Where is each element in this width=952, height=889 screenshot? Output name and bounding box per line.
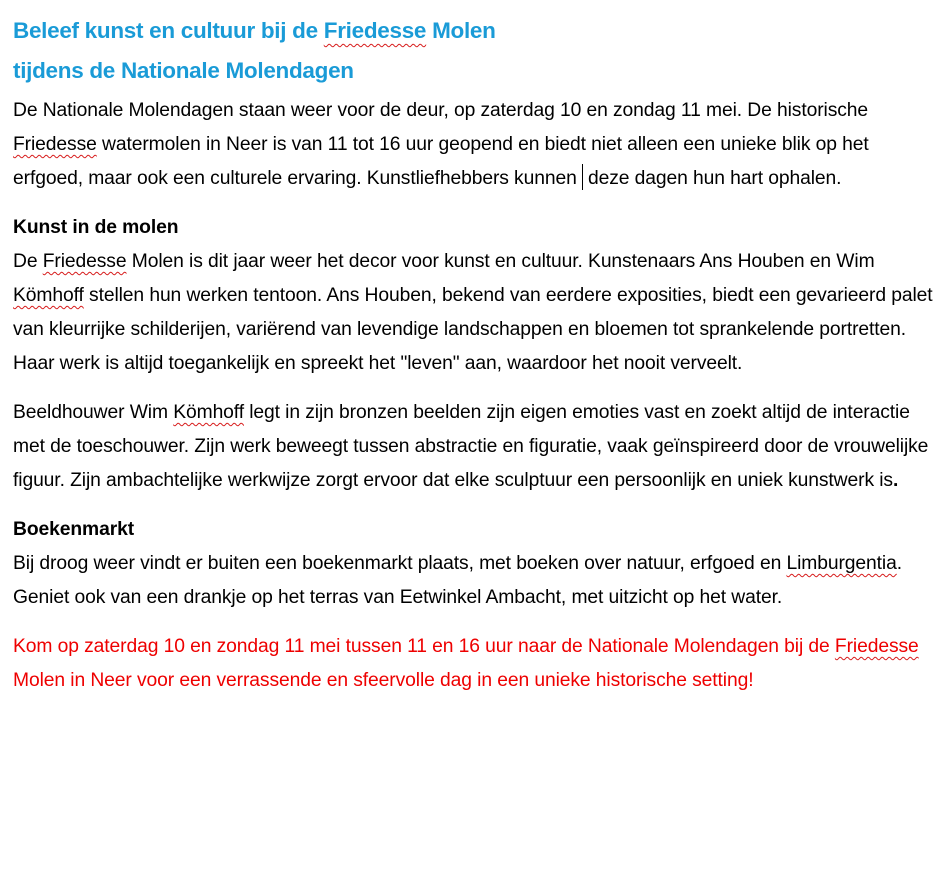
title-line-2: tijdens de Nationale Molendagen	[13, 58, 354, 83]
boekenmarkt-paragraph: Boekenmarkt Bij droog weer vindt er buiten een boekenmarkt plaats, met boeken over natuur, erfgoed en Limburgentia. Geniet ook van een drankje op het terras van Eetwinkel Ambacht, met uitzicht op het water.	[13, 519, 902, 608]
title-line-1: Beleef kunst en cultuur bij de Friedesse Molen	[13, 18, 496, 43]
section-heading-boekenmarkt: Boekenmarkt	[13, 519, 135, 540]
call-to-action-paragraph: Kom op zaterdag 10 en zondag 11 mei tussen 11 en 16 uur naar de Nationale Molendagen bij de Friedesse Molen in Neer voor een verrassende en sfeervolle dag in een unieke historische setting!	[13, 636, 919, 691]
beeldhouwer-paragraph: Beeldhouwer Wim Kömhoff legt in zijn bronzen beelden zijn eigen emoties vast en zoekt altijd de interactie met de toeschouwer. Zijn werk beweegt tussen abstractie en figuratie, vaak geïnspireerd door de vrouwelijke figuur. Zijn ambachtelijke werkwijze zorgt ervoor dat elke sculptuur een persoonlijk en uniek kunstwerk is.	[13, 402, 929, 491]
section-heading-kunst: Kunst in de molen	[13, 217, 179, 238]
kunst-paragraph: Kunst in de molen De Friedesse Molen is dit jaar weer het decor voor kunst en cultuur. Kunstenaars Ans Houben en Wim Kömhoff stellen hun werken tentoon. Ans Houben, bekend van eerdere exposities, biedt een gevarieerd palet van kleurrijke schilderijen, variërend van levendige landschappen en bloemen tot sprankelende portretten. Haar werk is altijd toegankelijk en spreekt het "leven" aan, waardoor het nooit verveelt.	[13, 217, 933, 374]
spellcheck-word[interactable]: Friedesse	[323, 18, 427, 43]
spellcheck-word[interactable]: Kömhoff	[173, 402, 244, 423]
spellcheck-word[interactable]: Limburgentia	[786, 553, 897, 574]
spellcheck-word[interactable]: Friedesse	[42, 251, 127, 272]
document-title	[13, 11, 943, 91]
spellcheck-word[interactable]: Friedesse	[834, 636, 919, 657]
intro-paragraph: De Nationale Molendagen staan weer voor de deur, op zaterdag 10 en zondag 11 mei. De historische Friedesse watermolen in Neer is van 11 tot 16 uur geopend en biedt niet alleen een unieke blik op het erfgoed, maar ook een culturele ervaring. Kunstliefhebbers kunnen deze dagen hun hart ophalen.	[13, 100, 869, 189]
spellcheck-word[interactable]: Friedesse	[13, 134, 97, 155]
document-page[interactable]	[13, 11, 943, 698]
spellcheck-word[interactable]: Kömhoff	[13, 285, 84, 306]
